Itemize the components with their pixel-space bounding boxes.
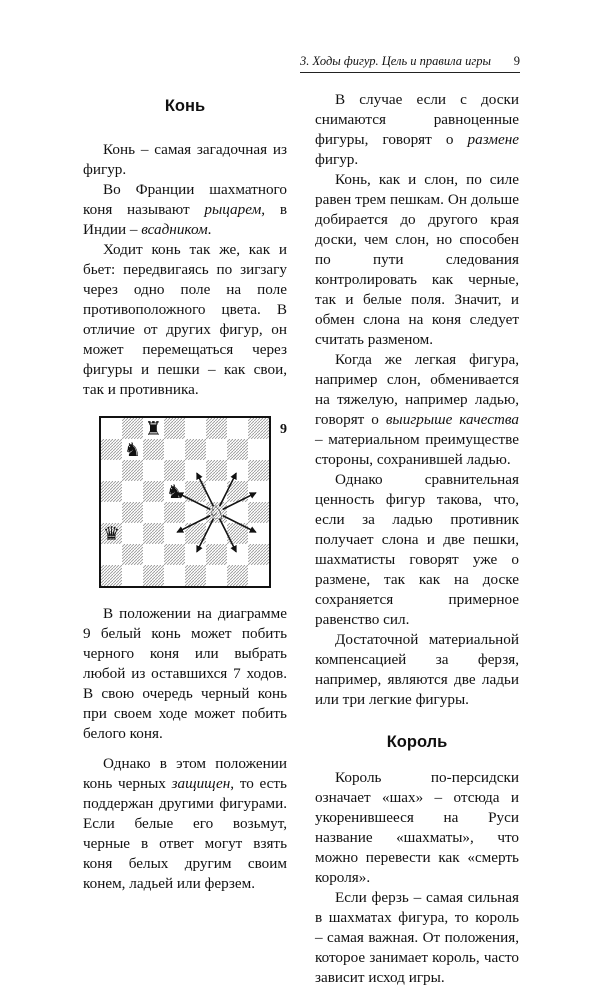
board-square: [248, 439, 269, 460]
board-square: [143, 481, 164, 502]
board-square: [185, 565, 206, 586]
board-square: [164, 544, 185, 565]
board-square: [101, 565, 122, 586]
paragraph: В случае если с доски снимаются равноценные фигуры, говорят о размене фигур.: [315, 91, 519, 168]
board-square: [101, 418, 122, 439]
chess-diagram: [83, 416, 287, 588]
paragraph: Король по-персидски означает «шах» – отсюда и укоренившееся на Руси название «шахматы», что можно перевести как «смерть короля».: [315, 769, 519, 886]
board-square: [185, 460, 206, 481]
board-square: [248, 565, 269, 586]
board-square: [227, 418, 248, 439]
board-square: [101, 439, 122, 460]
board-square: [185, 544, 206, 565]
board-square: [164, 523, 185, 544]
black-knight-icon: ♞: [165, 481, 184, 503]
board-square: [206, 439, 227, 460]
section-heading-king: Король: [386, 733, 448, 751]
left-column: [83, 90, 287, 894]
page-number: 9: [513, 54, 520, 68]
board-square: [164, 460, 185, 481]
black-queen-icon: ♛: [102, 523, 121, 545]
board-square: [101, 481, 122, 502]
running-title: 3. Ходы фигур. Цель и правила игры: [300, 54, 491, 68]
paragraph: Когда же легкая фигура, например слон, обменивается на тяжелую, например ладью, говорят о выигрыше качества – материальном преимуществе стороны, сохранившей ладью.: [315, 351, 519, 468]
board-square: [143, 544, 164, 565]
diagram-number: 9: [280, 422, 287, 437]
board-square: [185, 418, 206, 439]
board-square: [206, 460, 227, 481]
board-square: [185, 439, 206, 460]
paragraph: Во Франции шахматного коня называют рыцарем, в Индии – всадником.: [83, 181, 287, 238]
board-square: [143, 439, 164, 460]
paragraph: Однако сравнительная ценность фигур такова, что, если за ладью противник получает слона и две пешки, шахматисты говорят уже о размене, так как на доске сохраняется примерное равенство сил.: [315, 471, 519, 628]
paragraph: В положении на диаграмме 9 белый конь может побить черного коня или выбрать любой из оставшихся 7 ходов. В свою очередь черный конь при своем ходе может побить белого коня.: [83, 605, 287, 742]
paragraph: Если ферзь – самая сильная в шахматах фигура, то король – самая важная. От положения, которое занимает король, часто зависит исход игры.: [315, 889, 519, 986]
board-square: [206, 565, 227, 586]
paragraph: Однако в этом положении конь черных защищен, то есть поддержан другими фигурами. Если белые его возьмут, черные в ответ могут взять коня белых другим своим конем, ладьей или ферзем.: [83, 755, 287, 892]
board-square: [143, 460, 164, 481]
board-square: [248, 523, 269, 544]
paragraph: Конь, как и слон, по силе равен трем пешкам. Он дольше добирается до другого края доски, чем слон, но способен по пути следования контролировать как черные, так и белые поля. Значит, и обмен слона на коня следует считать разменом.: [315, 171, 519, 348]
board-square: [101, 460, 122, 481]
board-square: [122, 565, 143, 586]
paragraph: Достаточной материальной компенсацией за ферзя, например, являются две ладьи или три легкие фигуры.: [315, 631, 519, 708]
board-square: [164, 565, 185, 586]
paragraph: Ходит конь так же, как и бьет: передвигаясь по зигзагу через одно поле на поле противоположного цвета. В отличие от других фигур, он может перемещаться через фигуры и пешки – как свои, так и противника.: [83, 241, 287, 398]
board-square: [122, 418, 143, 439]
board-square: [248, 544, 269, 565]
white-knight-icon: ♘: [207, 502, 226, 524]
board-square: [143, 523, 164, 544]
board-square: [101, 502, 122, 523]
board-square: [227, 460, 248, 481]
board-square: [206, 544, 227, 565]
board-square: [206, 418, 227, 439]
board-square: [122, 544, 143, 565]
board-square: [101, 544, 122, 565]
black-rook-icon: ♜: [144, 418, 163, 440]
right-column: [315, 90, 519, 988]
board-square: [248, 418, 269, 439]
board-square: [164, 418, 185, 439]
section-heading-knight: Конь: [164, 97, 206, 115]
board-square: [227, 544, 248, 565]
board-square: [248, 460, 269, 481]
black-knight-icon: ♞: [123, 439, 142, 461]
board-square: [227, 565, 248, 586]
board-square: [248, 502, 269, 523]
board-square: [143, 565, 164, 586]
board-square: [248, 481, 269, 502]
board-square: [143, 502, 164, 523]
board-svg: [101, 418, 269, 586]
board-square: [122, 502, 143, 523]
board-square: [122, 460, 143, 481]
paragraph: Конь – самая загадочная из фигур.: [83, 141, 287, 178]
board-square: [122, 481, 143, 502]
board-square: [227, 439, 248, 460]
board-square: [164, 502, 185, 523]
board-square: [122, 523, 143, 544]
board-square: [164, 439, 185, 460]
running-head: [300, 52, 520, 73]
chess-board: [99, 416, 271, 588]
